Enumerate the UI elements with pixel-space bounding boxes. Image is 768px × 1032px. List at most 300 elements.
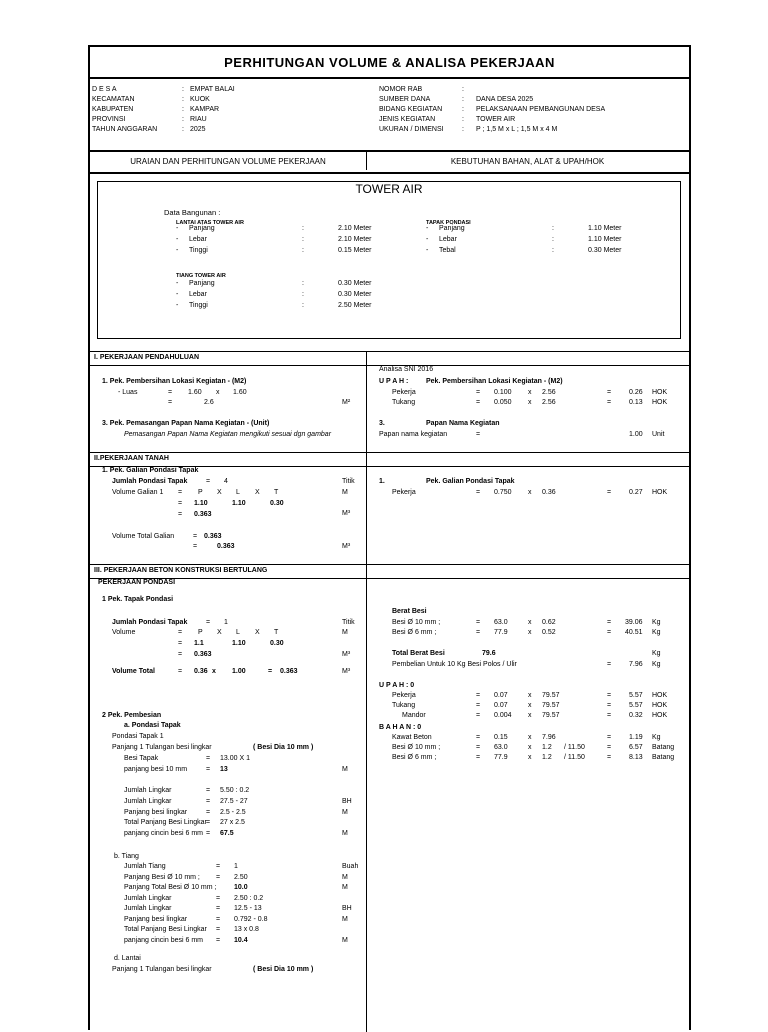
pembelian-unit: Kg xyxy=(652,661,661,668)
dim-dash: - xyxy=(426,247,429,254)
t1-m3: M³ xyxy=(342,510,351,517)
dim-value: 2.10 Meter xyxy=(338,225,372,232)
cell: P xyxy=(198,629,203,636)
info-label: SUMBER DANA xyxy=(379,96,431,103)
cell: panjang cincin besi 6 mm xyxy=(124,936,203,944)
cell: / 11.50 xyxy=(564,744,585,751)
cell: = xyxy=(206,830,211,837)
cell: = xyxy=(178,668,183,675)
cell: HOK xyxy=(652,389,668,396)
pb-tapak1: Pondasi Tapak 1 xyxy=(112,733,164,740)
section-beton: III. PEKERJAAN BETON KONSTRUKSI BERTULANG xyxy=(94,567,268,574)
dim-label: Panjang xyxy=(189,280,215,287)
cell: X xyxy=(217,489,222,496)
cell: = xyxy=(206,798,211,805)
r1-title: Pek. Pembersihan Lokasi Kegiatan - (M2) xyxy=(426,378,563,385)
cell: Papan nama kegiatan xyxy=(379,431,448,438)
cell: 79.57 xyxy=(542,712,560,719)
p3-title: 3. Pek. Pemasangan Papan Nama Kegiatan - (Unit) xyxy=(102,420,270,427)
cell: Buah xyxy=(342,863,359,870)
tiang-title: TIANG TOWER AIR xyxy=(176,273,226,279)
cell: HOK xyxy=(652,712,668,719)
cell: M xyxy=(342,629,348,636)
cell: x xyxy=(528,389,532,396)
dim-colon: : xyxy=(552,225,554,232)
info-label: KABUPATEN xyxy=(92,106,134,113)
cell: = xyxy=(607,489,612,496)
cell: 0.363 xyxy=(217,543,235,550)
cell: 0.36 xyxy=(542,489,556,496)
cell: = xyxy=(607,629,612,636)
cell: L xyxy=(236,629,240,636)
dim-dash: - xyxy=(426,225,429,232)
pembelian: Pembelian Untuk 10 Kg Besi Polos / Ulir xyxy=(392,661,517,668)
info-label: TAHUN ANGGARAN xyxy=(92,126,158,133)
dim-value: 0.30 Meter xyxy=(338,280,372,287)
dim-colon: : xyxy=(302,247,304,254)
cell: Titik xyxy=(342,619,355,626)
t1-titik: Titik xyxy=(342,478,355,485)
page-title: PERHITUNGAN VOLUME & ANALISA PEKERJAAN xyxy=(90,47,689,79)
cell: Kg xyxy=(652,650,661,657)
cell: T xyxy=(274,629,279,636)
upah-label: U P A H : xyxy=(379,378,409,385)
cell: 13 xyxy=(220,766,228,773)
cell: 2.56 xyxy=(542,399,556,406)
cell: = xyxy=(178,629,183,636)
cell: = xyxy=(607,754,612,761)
cell: = xyxy=(476,489,481,496)
cell: = xyxy=(476,399,481,406)
dim-value: 2.50 Meter xyxy=(338,302,372,309)
cell: 2.6 xyxy=(204,399,214,406)
cell: = xyxy=(216,873,221,881)
info-value: TOWER AIR xyxy=(476,116,516,123)
cell: = xyxy=(476,712,481,719)
cell: = xyxy=(178,489,183,496)
cell: x xyxy=(528,399,532,406)
lantai-tul: Panjang 1 Tulangan besi lingkar xyxy=(112,966,212,973)
cell: = xyxy=(607,399,612,406)
cell: 13 x 0.8 xyxy=(234,926,259,933)
cell: = xyxy=(216,936,221,944)
cell: = xyxy=(476,692,481,699)
cell: M xyxy=(342,873,348,881)
cell: = xyxy=(607,734,612,741)
cell: 1.2 xyxy=(542,744,552,751)
cell: Total Panjang Besi Lingkar xyxy=(124,926,207,933)
r3-num: 3. xyxy=(379,420,385,427)
cell: Pekerja xyxy=(392,389,416,396)
cell: = xyxy=(216,915,221,923)
info-label: D E S A xyxy=(92,86,117,93)
cell: 12.5 - 13 xyxy=(234,905,262,912)
cell: = xyxy=(476,389,481,396)
cell: x xyxy=(528,744,532,751)
cell: 0.07 xyxy=(494,692,508,699)
dim-label: Lebar xyxy=(189,236,207,243)
dim-value: 1.10 Meter xyxy=(588,236,622,243)
dim-label: Panjang xyxy=(189,225,215,232)
cell: 0.30 xyxy=(270,500,284,507)
cell: = xyxy=(206,619,211,626)
r3-title: Papan Nama Kegiatan xyxy=(426,420,500,427)
cell: Mandor xyxy=(402,712,426,719)
cell: Batang xyxy=(652,754,675,761)
cell: = xyxy=(476,431,481,438)
cell: 1.00 xyxy=(629,431,643,438)
cell: 10.0 xyxy=(234,884,248,891)
cell: 1.60 xyxy=(188,389,202,396)
cell: = xyxy=(206,478,211,485)
cell: = xyxy=(607,712,612,719)
cell: 0.363 xyxy=(280,668,298,675)
total-berat: Total Berat Besi xyxy=(392,650,445,657)
cell: 1 xyxy=(234,863,238,870)
t1-total: Volume Total Galian xyxy=(112,533,175,540)
info-value: P ; 1,5 M x L ; 1,5 M x 4 M xyxy=(476,126,558,133)
p3-desc: Pemasangan Papan Nama Kegiatan mengikuti sesuai dgn gambar xyxy=(124,431,332,438)
cell: = xyxy=(206,819,211,826)
cell: 67.5 xyxy=(220,830,234,837)
cell: = xyxy=(206,766,211,773)
cell: 77.9 xyxy=(494,629,508,636)
lantai-dia: ( Besi Dia 10 mm ) xyxy=(253,966,314,973)
dim-dash: - xyxy=(176,302,179,309)
cell: = xyxy=(607,619,612,626)
dim-value: 0.30 Meter xyxy=(338,291,372,298)
cell: M³ xyxy=(342,651,351,658)
cell: 0.363 xyxy=(194,651,212,658)
cell: 27.5 - 27 xyxy=(220,798,248,805)
cell: = xyxy=(206,755,211,762)
cell: Batang xyxy=(652,744,675,751)
cell: M² xyxy=(342,399,351,406)
cell: x xyxy=(212,668,216,675)
dim-label: Tebal xyxy=(439,247,456,254)
total-berat-val: 79.6 xyxy=(482,650,496,657)
cell: = xyxy=(607,702,612,709)
cell: Panjang Total Besi Ø 10 mm ; xyxy=(124,884,217,891)
cell: M xyxy=(342,766,348,773)
cell: M³ xyxy=(342,668,351,675)
cell: 0.792 - 0.8 xyxy=(234,915,268,923)
cell: HOK xyxy=(652,399,668,406)
column-header xyxy=(90,150,689,174)
info-value: KUOK xyxy=(190,96,210,103)
cell: Tukang xyxy=(392,399,416,406)
cell: = xyxy=(178,500,183,507)
cell: panjang besi 10 mm xyxy=(124,766,188,773)
info-value: RIAU xyxy=(190,116,207,123)
cell: = xyxy=(268,668,273,675)
info-label: BIDANG KEGIATAN xyxy=(379,106,443,113)
cell: 79.57 xyxy=(542,702,560,709)
dim-label: Tinggi xyxy=(189,302,208,309)
dim-label: Lebar xyxy=(189,291,207,298)
cell: X xyxy=(217,629,222,636)
cell: M xyxy=(342,936,348,944)
tapak-title: TAPAK PONDASI xyxy=(426,220,471,226)
cell: 2.50 : 0.2 xyxy=(234,894,264,902)
cell: 1.00 xyxy=(232,668,246,675)
rt-num: 1. xyxy=(379,478,385,485)
dim-colon: : xyxy=(552,247,554,254)
cell: = xyxy=(216,926,221,933)
pt-vol: Volume xyxy=(112,629,136,636)
cell: Besi Ø 10 mm ; xyxy=(392,619,441,626)
cell: Tukang xyxy=(392,702,416,709)
cell: T xyxy=(274,489,279,496)
section-pendahuluan: I. PEKERJAAN PENDAHULUAN xyxy=(94,354,200,361)
bahan: B A H A N : 0 xyxy=(379,724,422,731)
cell: HOK xyxy=(652,702,668,709)
cell: Jumlah Lingkar xyxy=(124,905,172,912)
dim-dash: - xyxy=(176,280,179,287)
cell: 0.52 xyxy=(542,629,556,636)
cell: 10.4 xyxy=(234,936,248,944)
cell: Kawat Beton xyxy=(392,734,432,741)
pt-jval: 1 xyxy=(224,619,228,626)
cell: 5.57 xyxy=(629,702,643,709)
cell: x xyxy=(528,489,532,496)
analisa-label: Analisa SNI 2016 xyxy=(379,366,434,373)
cell: / 11.50 xyxy=(564,754,585,761)
pondasi-title: PEKERJAAN PONDASI xyxy=(98,579,176,586)
cell: = xyxy=(476,619,481,626)
info-colon: : xyxy=(182,96,184,103)
cell: 6.57 xyxy=(629,744,643,751)
cell: 1.10 xyxy=(232,640,246,647)
pt-total: Volume Total xyxy=(112,668,155,675)
dim-colon: : xyxy=(302,302,304,309)
dim-colon: : xyxy=(552,236,554,243)
berat-besi: Berat Besi xyxy=(392,608,427,615)
info-colon: : xyxy=(182,106,184,113)
cell: x xyxy=(528,712,532,719)
cell: Kg xyxy=(652,619,661,626)
cell: Besi Ø 6 mm ; xyxy=(392,629,437,636)
dim-colon: : xyxy=(302,280,304,287)
cell: = xyxy=(178,511,183,518)
dim-dash: - xyxy=(176,236,179,243)
pb-dia10: ( Besi Dia 10 mm ) xyxy=(253,744,314,751)
cell: 63.0 xyxy=(494,619,508,626)
dim-value: 0.30 Meter xyxy=(588,247,622,254)
info-label: NOMOR RAB xyxy=(379,86,423,93)
cell: Besi Tapak xyxy=(124,755,159,762)
cell: 0.07 xyxy=(494,702,508,709)
cell: Jumlah Lingkar xyxy=(124,798,172,805)
cell: 2.56 xyxy=(542,389,556,396)
cell: = xyxy=(216,894,221,902)
cell: = xyxy=(607,744,612,751)
cell: x xyxy=(528,754,532,761)
cell: Total Panjang Besi Lingkar xyxy=(124,819,207,826)
info-colon: : xyxy=(182,116,184,123)
cell: Unit xyxy=(652,431,665,438)
cell: panjang cincin besi 6 mm xyxy=(124,830,203,837)
cell: Jumlah Lingkar xyxy=(124,787,172,794)
cell: = xyxy=(607,389,612,396)
cell: M xyxy=(342,915,348,923)
cell: x xyxy=(528,629,532,636)
cell: 1.19 xyxy=(629,734,643,741)
cell: = xyxy=(476,702,481,709)
cell: 2.5 - 2.5 xyxy=(220,809,246,816)
t1-vol: Volume Galian 1 xyxy=(112,489,164,496)
info-colon: : xyxy=(182,86,184,93)
dim-colon: : xyxy=(302,225,304,232)
pt-jumlah: Jumlah Pondasi Tapak xyxy=(112,619,188,626)
worksheet xyxy=(88,45,691,1030)
cell: 0.750 xyxy=(494,489,512,496)
cell: 5.57 xyxy=(629,692,643,699)
cell: Pekerja xyxy=(392,692,416,699)
cell: = xyxy=(476,629,481,636)
info-colon: : xyxy=(462,86,464,93)
cell: 0.27 xyxy=(629,489,643,496)
info-colon: : xyxy=(182,126,184,133)
lantai-title: LANTAI ATAS TOWER AIR xyxy=(176,220,244,226)
cell: 1.1 xyxy=(194,640,204,647)
t1-jval: 4 xyxy=(224,478,228,485)
cell: = xyxy=(178,651,183,658)
cell: 63.0 xyxy=(494,744,508,751)
info-value: KAMPAR xyxy=(190,106,220,113)
p1-luas: - Luas xyxy=(118,389,138,396)
dim-dash: - xyxy=(426,236,429,243)
dim-label: Panjang xyxy=(439,225,465,232)
cell: x xyxy=(528,692,532,699)
cell: = xyxy=(476,744,481,751)
info-label: PROVINSI xyxy=(92,116,126,123)
cell: 0.15 xyxy=(494,734,508,741)
cell: X xyxy=(255,489,260,496)
upah2: U P A H : 0 xyxy=(379,682,415,689)
cell: HOK xyxy=(652,692,668,699)
cell: 0.363 xyxy=(204,533,222,540)
cell: 0.100 xyxy=(494,389,512,396)
cell: = xyxy=(168,399,173,406)
cell: 2.50 xyxy=(234,873,248,881)
cell: 7.96 xyxy=(542,734,556,741)
cell: 40.51 xyxy=(625,629,643,636)
cell: 0.26 xyxy=(629,389,643,396)
cell: M xyxy=(342,830,348,837)
cell: = xyxy=(193,533,198,540)
cell: BH xyxy=(342,798,352,805)
cell: 0.30 xyxy=(270,640,284,647)
cell: 0.050 xyxy=(494,399,512,406)
cell: 0.004 xyxy=(494,712,512,719)
cell: HOK xyxy=(652,489,668,496)
cell: 13.00 X 1 xyxy=(220,755,250,762)
cell: BH xyxy=(342,905,352,912)
cell: Jumlah Lingkar xyxy=(124,894,172,902)
cell: = xyxy=(168,389,173,396)
cell: = xyxy=(607,692,612,699)
cell: = xyxy=(206,809,211,816)
cell: 79.57 xyxy=(542,692,560,699)
t1-jumlah: Jumlah Pondasi Tapak xyxy=(112,478,188,485)
dim-value: 1.10 Meter xyxy=(588,225,622,232)
tiang-b: b. Tiang xyxy=(114,853,139,860)
dim-label: Lebar xyxy=(439,236,457,243)
info-value: DANA DESA 2025 xyxy=(476,96,534,103)
pb-title: 2 Pek. Pembesian xyxy=(102,712,162,719)
info-colon: : xyxy=(462,96,464,103)
cell: 8.13 xyxy=(629,754,643,761)
pt-title: 1 Pek. Tapak Pondasi xyxy=(102,596,174,603)
cell: = xyxy=(206,787,211,794)
cell: 1.10 xyxy=(194,500,208,507)
info-colon: : xyxy=(462,106,464,113)
cell: = xyxy=(216,863,221,870)
p1-title: 1. Pek. Pembersihan Lokasi Kegiatan - (M2) xyxy=(102,378,247,385)
dim-colon: : xyxy=(302,236,304,243)
info-label: JENIS KEGIATAN xyxy=(379,116,436,123)
dim-dash: - xyxy=(176,247,179,254)
cell: 27 x 2.5 xyxy=(220,819,245,826)
cell: Besi Ø 10 mm ; xyxy=(392,744,441,751)
cell: = xyxy=(216,905,221,912)
cell: M³ xyxy=(342,543,351,550)
info-value: EMPAT BALAI xyxy=(190,86,235,93)
cell: Kg xyxy=(652,629,661,636)
cell: Kg xyxy=(652,734,661,741)
lantai-d: d. Lantai xyxy=(114,955,141,962)
cell: 0.32 xyxy=(629,712,643,719)
cell: = xyxy=(476,754,481,761)
cell: 0.62 xyxy=(542,619,556,626)
dim-dash: - xyxy=(176,225,179,232)
cell: = xyxy=(193,543,198,550)
cell: M xyxy=(342,884,348,891)
data-bangunan-label: Data Bangunan : xyxy=(164,208,221,217)
pb-tul: Panjang 1 Tulangan besi lingkar xyxy=(112,744,212,751)
cell: 77.9 xyxy=(494,754,508,761)
cell: 5.50 : 0.2 xyxy=(220,787,250,794)
tower-data-box xyxy=(97,181,681,339)
cell: 1.2 xyxy=(542,754,552,761)
header-right: KEBUTUHAN BAHAN, ALAT & UPAH/HOK xyxy=(450,156,605,166)
info-colon: : xyxy=(462,116,464,123)
cell: P xyxy=(198,489,203,496)
info-colon: : xyxy=(462,126,464,133)
dim-colon: : xyxy=(302,291,304,298)
header-left: URAIAN DAN PERHITUNGAN VOLUME PEKERJAAN xyxy=(90,152,367,170)
cell: 0.363 xyxy=(194,511,212,518)
cell: Panjang besi lingkar xyxy=(124,915,188,923)
cell: x xyxy=(528,734,532,741)
cell: 0.13 xyxy=(629,399,643,406)
cell: 1.60 xyxy=(233,389,247,396)
pb-a: a. Pondasi Tapak xyxy=(124,722,181,729)
dim-label: Tinggi xyxy=(189,247,208,254)
cell: Besi Ø 6 mm ; xyxy=(392,754,437,761)
cell: X xyxy=(255,629,260,636)
cell: x xyxy=(528,702,532,709)
cell: Pekerja xyxy=(392,489,416,496)
info-value: 2025 xyxy=(190,126,206,133)
cell: Panjang Besi Ø 10 mm ; xyxy=(124,873,200,881)
dim-dash: - xyxy=(176,291,179,298)
cell: x xyxy=(216,389,220,396)
cell: 0.36 xyxy=(194,668,208,675)
cell: = xyxy=(178,640,183,647)
cell: Panjang besi lingkar xyxy=(124,809,188,816)
